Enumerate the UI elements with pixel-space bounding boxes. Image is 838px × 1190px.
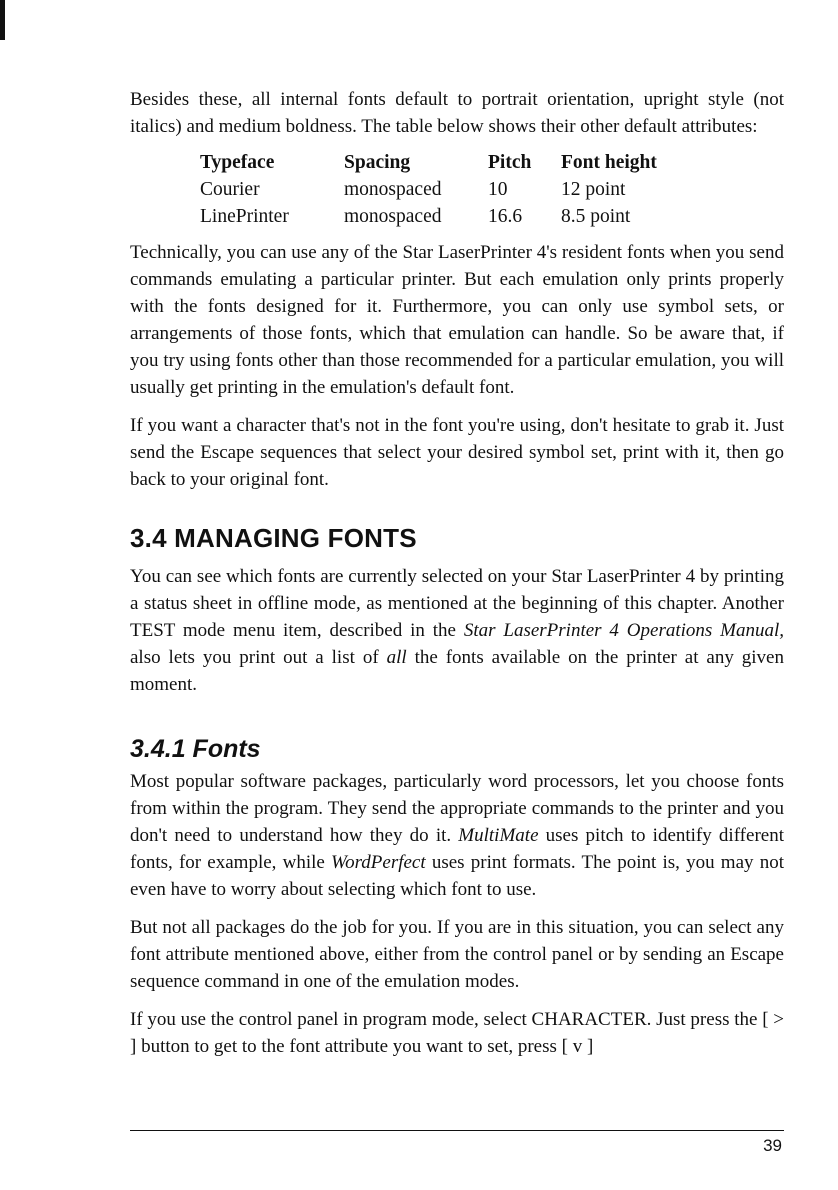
fonts-text-2: uses pitch to identify different fonts, for example, while bbox=[130, 825, 784, 873]
technically-paragraph: Technically, you can use any of the Star LaserPrinter 4's resident fonts when you send commands emulating a particular printer. But each emulation only prints properly with the fonts designed for it. Furthermore, you can only use symbol sets, or arrangements of those fonts, which that emulation can handle. So be aware that, if you try using fonts other than those recommended for a particular emulation, you will usually get printing in the emulation's default font. bbox=[130, 242, 784, 398]
fonts-text-3: uses print formats. The point is, you may not even have to worry about selecting which font to use. bbox=[130, 852, 784, 900]
font-attributes-table bbox=[200, 149, 711, 230]
managing-text-2: also lets you print out a list of bbox=[130, 647, 387, 668]
control-panel-paragraph: If you use the control panel in program mode, select CHARACTER. Just press the [ > ] button to get to the font attribute you want to set, press [ v ] bbox=[130, 1009, 784, 1057]
manual-title: Star LaserPrinter 4 Operations Manual, bbox=[463, 620, 785, 641]
cell-typeface: LinePrinter bbox=[200, 206, 289, 227]
intro-paragraph: Besides these, all internal fonts default to portrait orientation, upright style (not italics) and medium boldness. The table below shows their other default attributes: bbox=[130, 89, 784, 137]
cell-spacing: monospaced bbox=[344, 206, 442, 227]
table-header-row bbox=[200, 149, 711, 176]
all-emphasis: all bbox=[386, 647, 407, 668]
cell-typeface: Courier bbox=[200, 179, 260, 200]
packages-paragraph: But not all packages do the job for you. If you are in this situation, you can select any font attribute mentioned above, either from the control panel or by sending an Escape sequence command in one of the emulation modes. bbox=[130, 917, 784, 992]
managing-text-1: You can see which fonts are currently selected on your Star LaserPrinter 4 by printing a status sheet in offline mode, as mentioned at the beginning of this chapter. Another TEST mode menu item, described in the bbox=[130, 566, 784, 641]
cell-spacing: monospaced bbox=[344, 179, 442, 200]
fonts-paragraph bbox=[130, 768, 784, 903]
header-font-height: Font height bbox=[561, 152, 657, 173]
fonts-text-1: Most popular software packages, particularly word processors, let you choose fonts from within the program. They send the appropriate commands to the printer and you don't need to understand how they do it. bbox=[130, 771, 784, 846]
page-content bbox=[130, 86, 784, 1071]
header-pitch: Pitch bbox=[488, 152, 532, 173]
cell-pitch: 16.6 bbox=[488, 206, 523, 227]
header-spacing: Spacing bbox=[344, 152, 411, 173]
wordperfect-title: WordPerfect bbox=[331, 852, 426, 873]
section-heading: 3.4 MANAGING FONTS bbox=[130, 523, 417, 553]
page-number: 39 bbox=[763, 1136, 782, 1155]
managing-text-3: the fonts available on the printer at any given moment. bbox=[130, 647, 784, 695]
cell-font-height: 12 point bbox=[561, 179, 626, 200]
subsection-heading: 3.4.1 Fonts bbox=[130, 735, 261, 763]
footer-rule bbox=[130, 1130, 784, 1131]
cell-font-height: 8.5 point bbox=[561, 206, 631, 227]
scan-edge-mark bbox=[0, 0, 5, 40]
header-typeface: Typeface bbox=[200, 152, 275, 173]
table-row bbox=[200, 176, 711, 203]
character-paragraph: If you want a character that's not in the font you're using, don't hesitate to grab it. Just send the Escape sequences that select your desired symbol set, print with it, then go back to your original font. bbox=[130, 415, 784, 490]
cell-pitch: 10 bbox=[488, 179, 508, 200]
table-row bbox=[200, 203, 711, 230]
managing-paragraph bbox=[130, 563, 784, 698]
multimate-title: MultiMate bbox=[458, 825, 539, 846]
